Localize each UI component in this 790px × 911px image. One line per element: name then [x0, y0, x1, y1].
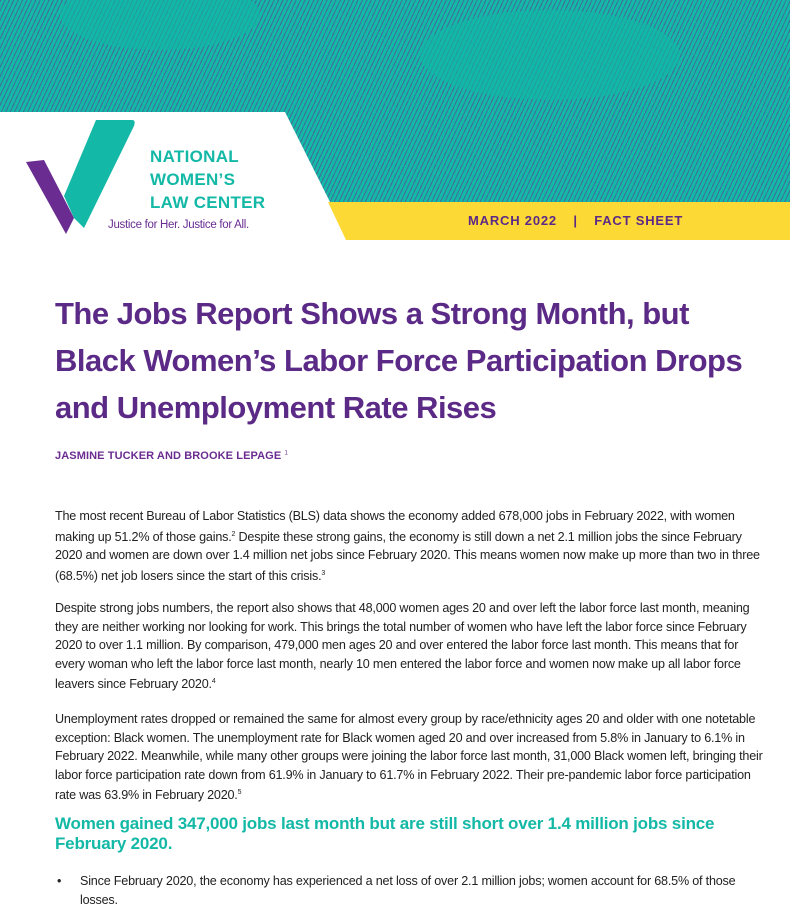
footnote-ref: 5 — [237, 789, 242, 797]
list-item — [55, 872, 770, 909]
section-heading: Women gained 347,000 jobs last month but are still short over 1.4 million jobs since February 2020. — [55, 814, 715, 853]
paragraph — [55, 599, 770, 694]
org-name-line: LAW CENTER — [150, 193, 266, 212]
banner-texture — [60, 0, 260, 50]
paragraph-text: Despite these strong gains, the economy is still down a net 2.1 million jobs the since February 2020 and women are down over 1.4 million net jobs since February 2020. This means women now make up more than two in three (68.5%) net job losers since the start of this crisis. — [55, 529, 760, 584]
paragraph — [55, 507, 770, 586]
tagline: Justice for Her. Justice for All. — [108, 219, 249, 231]
doc-date: MARCH 2022 — [468, 213, 557, 228]
doc-type: FACT SHEET — [594, 213, 684, 228]
banner-texture — [420, 10, 680, 100]
paragraph-text: Unemployment rates dropped or remained the same for almost every group by race/ethnicity ages 20 and older with one notetable exception: Black women. The unemployment rate for Black women aged 20 and over increased from 5.8% in January to 6.1% in February 2022. Meanwhile, while many other groups were joining the labor force last month, 31,000 Black women left, bringing their labor force participation rate down from 61.9% in January to 61.7% in February 2022. Their pre-pandemic labor force participation rate was 63.9% in February 2020. — [55, 712, 763, 803]
doc-meta — [468, 213, 683, 228]
separator: | — [573, 213, 578, 228]
footnote-ref: 3 — [321, 569, 326, 577]
paragraph — [55, 710, 770, 805]
footnote-ref: 2 — [231, 530, 236, 538]
paragraph-text: Despite strong jobs numbers, the report also shows that 48,000 women ages 20 and over left the labor force last month, meaning they are neither working nor looking for work. This brings the total number of women who have left the labor force since February 2020 to over 1.1 million. By comparison, 479,000 men ages 20 and over entered the labor force last month. This means that for every woman who left the labor force last month, nearly 10 men entered the labor force and women now make up all labor force leavers since February 2020. — [55, 601, 750, 692]
author-names: JASMINE TUCKER AND BROOKE LEPAGE — [55, 450, 282, 462]
page-title: The Jobs Report Shows a Strong Month, but Black Women’s Labor Force Participation Drops and Unemployment Rate Rises — [55, 296, 743, 425]
org-name-line: WOMEN’S — [150, 170, 236, 189]
org-name-line: NATIONAL — [150, 147, 239, 166]
bullet-marker: • — [57, 874, 62, 888]
authors — [55, 450, 288, 462]
footnote-ref: 1 — [284, 450, 288, 457]
paragraph-text: The most recent Bureau of Labor Statistics (BLS) data shows the economy added 678,000 jobs in February 2022, with women making up 51.2% of those gains. — [55, 509, 735, 544]
list-item-text: Since February 2020, the economy has experienced a net loss of over 2.1 million jobs; women account for 68.5% of those losses. — [80, 874, 736, 907]
org-name — [150, 145, 265, 214]
footnote-ref: 4 — [211, 678, 216, 686]
